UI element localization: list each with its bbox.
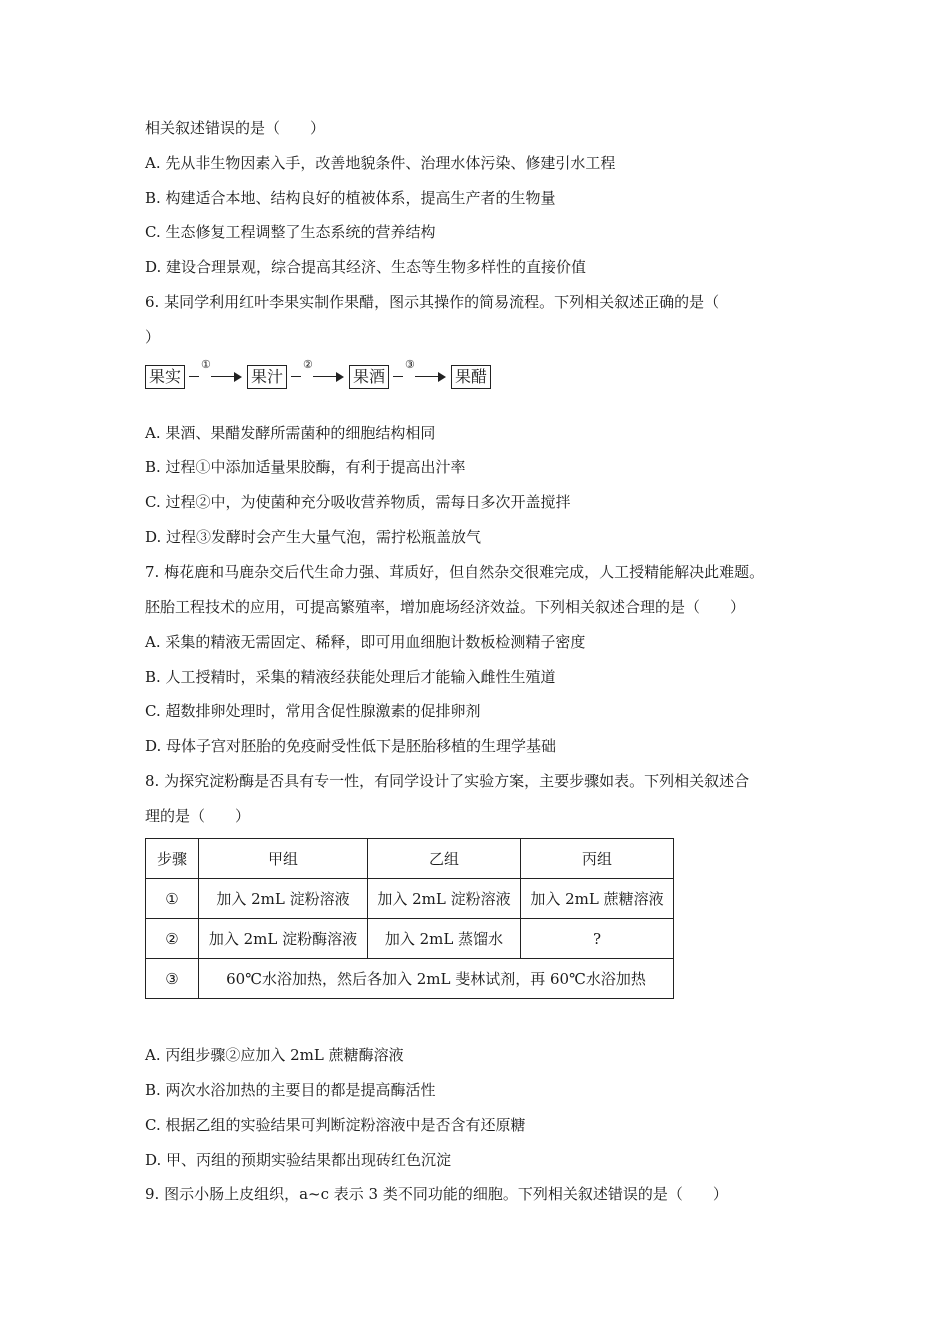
flow-step-3: ③ xyxy=(405,358,415,371)
q6-stem-line2: ） xyxy=(145,328,161,346)
flow-box-wine: 果酒 xyxy=(349,365,389,389)
q5-option-b: B. 构建适合本地、结构良好的植被体系，提高生产者的生物量 xyxy=(145,189,556,207)
table-cell: ② xyxy=(146,919,199,959)
flow-box-vinegar: 果醋 xyxy=(451,365,491,389)
table-row xyxy=(146,879,674,919)
q8-stem-line2: 理的是（ ） xyxy=(145,807,251,825)
q6-flow-diagram xyxy=(145,358,491,390)
table-cell: 加入 2mL 蒸馏水 xyxy=(368,919,521,959)
q5-option-c: C. 生态修复工程调整了生态系统的营养结构 xyxy=(145,223,436,241)
q8-option-c: C. 根据乙组的实验结果可判断淀粉溶液中是否含有还原糖 xyxy=(145,1116,526,1134)
q6-option-a: A. 果酒、果醋发酵所需菌种的细胞结构相同 xyxy=(145,424,436,442)
flow-box-juice: 果汁 xyxy=(247,365,287,389)
q8-option-b: B. 两次水浴加热的主要目的都是提高酶活性 xyxy=(145,1081,436,1099)
q8-steps-table xyxy=(145,838,674,999)
flow-box-fruit: 果实 xyxy=(145,365,185,389)
q7-option-b: B. 人工授精时，采集的精液经获能处理后才能输入雌性生殖道 xyxy=(145,668,556,686)
q7-stem-line2: 胚胎工程技术的应用，可提高繁殖率，增加鹿场经济效益。下列相关叙述合理的是（ ） xyxy=(145,598,746,616)
flow-arrow-3 xyxy=(391,358,449,388)
flow-arrow-1 xyxy=(187,358,245,388)
q6-option-c: C. 过程②中，为使菌种充分吸收营养物质，需每日多次开盖搅拌 xyxy=(145,493,571,511)
table-header-cell: 乙组 xyxy=(368,839,521,879)
table-cell: 60℃水浴加热，然后各加入 2mL 斐林试剂，再 60℃水浴加热 xyxy=(199,959,674,999)
q6-option-d: D. 过程③发酵时会产生大量气泡，需拧松瓶盖放气 xyxy=(145,528,482,546)
q5-stem-tail: 相关叙述错误的是（ ） xyxy=(145,119,326,137)
table-cell: 加入 2mL 蔗糖溶液 xyxy=(521,879,674,919)
q7-option-c: C. 超数排卵处理时，常用含促性腺激素的促排卵剂 xyxy=(145,702,481,720)
q6-option-b: B. 过程①中添加适量果胶酶，有利于提高出汁率 xyxy=(145,458,466,476)
table-header-cell: 丙组 xyxy=(521,839,674,879)
table-row xyxy=(146,919,674,959)
q7-option-d: D. 母体子宫对胚胎的免疫耐受性低下是胚胎移植的生理学基础 xyxy=(145,737,557,755)
q8-option-d: D. 甲、丙组的预期实验结果都出现砖红色沉淀 xyxy=(145,1151,452,1169)
table-cell: ① xyxy=(146,879,199,919)
table-row xyxy=(146,959,674,999)
q8-option-a: A. 丙组步骤②应加入 2mL 蔗糖酶溶液 xyxy=(145,1046,404,1064)
q8-stem-line1: 8. 为探究淀粉酶是否具有专一性，有同学设计了实验方案，主要步骤如表。下列相关叙述合 xyxy=(145,772,750,790)
q5-option-a: A. 先从非生物因素入手，改善地貌条件、治理水体污染、修建引水工程 xyxy=(145,154,616,172)
table-cell: 加入 2mL 淀粉酶溶液 xyxy=(199,919,368,959)
table-header-cell: 步骤 xyxy=(146,839,199,879)
q5-option-d: D. 建设合理景观，综合提高其经济、生态等生物多样性的直接价值 xyxy=(145,258,587,276)
table-cell: ? xyxy=(521,919,674,959)
q7-stem-line1: 7. 梅花鹿和马鹿杂交后代生命力强、茸质好，但自然杂交很难完成，人工授精能解决此难题。 xyxy=(145,563,765,581)
flow-step-2: ② xyxy=(303,358,313,371)
table-cell: 加入 2mL 淀粉溶液 xyxy=(368,879,521,919)
q6-stem-line1: 6. 某同学利用红叶李果实制作果醋，图示其操作的简易流程。下列相关叙述正确的是（ xyxy=(145,293,720,311)
q9-stem: 9. 图示小肠上皮组织，a~c 表示 3 类不同功能的细胞。下列相关叙述错误的是（ ） xyxy=(145,1185,728,1203)
table-cell: 加入 2mL 淀粉溶液 xyxy=(199,879,368,919)
flow-arrow-2 xyxy=(289,358,347,388)
q7-option-a: A. 采集的精液无需固定、稀释，即可用血细胞计数板检测精子密度 xyxy=(145,633,586,651)
flow-step-1: ① xyxy=(201,358,211,371)
table-cell: ③ xyxy=(146,959,199,999)
table-header-row xyxy=(146,839,674,879)
table-header-cell: 甲组 xyxy=(199,839,368,879)
